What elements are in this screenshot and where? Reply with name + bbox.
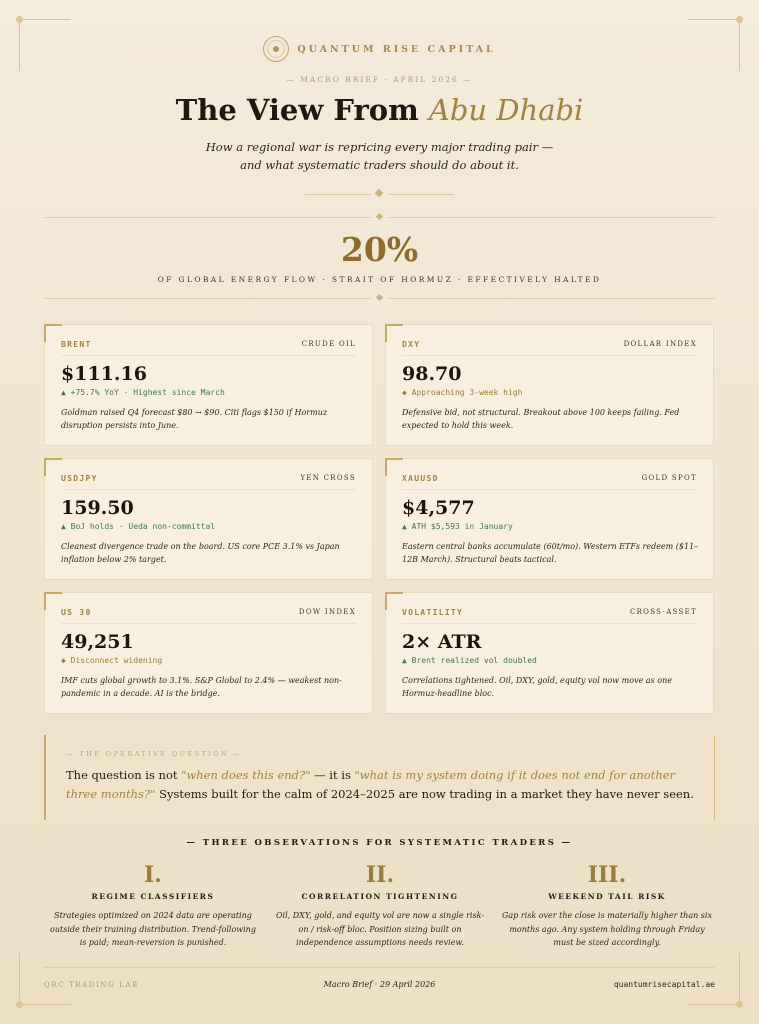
- card-note: Correlations tightened. Oil, DXY, gold, equity vol now move as one Hormuz-headline bloc.: [402, 676, 672, 698]
- title-accent: Abu Dhabi: [428, 93, 584, 127]
- card-note: Defensive bid, not structural. Breakout above 100 keeps failing. Fed expected to hold this week.: [402, 408, 680, 430]
- headline-stat-value: 20%: [340, 230, 419, 269]
- footer-divider: [44, 967, 715, 968]
- brand-name: QUANTUM RISE CAPITAL: [297, 43, 496, 55]
- subtitle-line-2: and what systematic traders should do about it.: [240, 158, 519, 172]
- card-change: ◆ Approaching 3-week high: [402, 388, 523, 397]
- market-card-us30: [44, 592, 373, 714]
- card-ticker: BRENT: [61, 340, 92, 349]
- observation-numeral: II.: [365, 862, 395, 888]
- subtitle-line-1: How a regional war is repricing every major trading pair —: [205, 140, 554, 154]
- brand-header: [0, 36, 759, 62]
- footer-lab-name: QRC TRADING LAB: [44, 981, 139, 989]
- page-title: [0, 93, 759, 127]
- brand-logo-icon: [263, 36, 289, 62]
- observation-text: Oil, DXY, gold, and equity vol are now a single risk-on / risk-off bloc. Position sizing built on independence assumptions needs review.: [276, 911, 484, 947]
- observation-numeral: III.: [587, 862, 627, 888]
- card-category: YEN CROSS: [300, 474, 356, 482]
- card-change: ▲ +75.7% YoY · Highest since March: [61, 388, 225, 397]
- observation-label: WEEKEND TAIL RISK: [548, 892, 666, 901]
- card-category: DOLLAR INDEX: [623, 340, 697, 348]
- title-divider: [0, 189, 759, 199]
- card-value: 98.70: [402, 363, 462, 385]
- observation-text: Gap risk over the close is materially higher than six months ago. Any system holding through Friday must be sized accordingly.: [502, 911, 712, 947]
- card-ticker: US 30: [61, 608, 92, 617]
- card-value: 49,251: [61, 631, 134, 653]
- observation-text: Strategies optimized on 2024 data are operating outside their training distribution. Trend-following is paid; mean-reversion is punished.: [50, 911, 256, 947]
- headline-stat-label: OF GLOBAL ENERGY FLOW · STRAIT OF HORMUZ · EFFECTIVELY HALTED: [157, 275, 602, 284]
- card-value: 159.50: [61, 497, 134, 519]
- observation-item: [275, 860, 485, 950]
- card-value: 2× ATR: [402, 631, 482, 653]
- observation-label: REGIME CLASSIFIERS: [91, 892, 215, 901]
- market-card-usdjpy: [44, 458, 373, 580]
- observations-heading: — THREE OBSERVATIONS FOR SYSTEMATIC TRADERS —: [186, 838, 573, 848]
- card-category: CRUDE OIL: [301, 340, 356, 348]
- card-ticker: XAUUSD: [402, 474, 439, 483]
- callout-label: — THE OPERATIVE QUESTION —: [66, 750, 243, 758]
- page-subtitle: [0, 138, 759, 174]
- card-category: DOW INDEX: [298, 608, 356, 616]
- title-main: The View From: [175, 93, 429, 127]
- market-card-brent: [44, 324, 373, 446]
- card-ticker: USDJPY: [61, 474, 98, 483]
- card-ticker: DXY: [402, 340, 421, 349]
- observation-item: [48, 860, 258, 950]
- card-value: $111.16: [61, 363, 147, 385]
- card-category: CROSS-ASSET: [629, 608, 697, 616]
- callout-text: The question is not "when does this end?" — it is "what is my system doing if it does not end for another three months?" Systems built for the calm of 2024–2025 are now trading in a market they have never seen.: [66, 768, 694, 801]
- card-note: Eastern central banks accumulate (60t/mo). Western ETFs redeem ($11–12B March). Structural beats tactical.: [402, 542, 699, 564]
- observation-item: [502, 860, 712, 950]
- footer-website-link[interactable]: quantumrisecapital.ae: [613, 980, 715, 989]
- stat-divider-bottom: [0, 293, 759, 303]
- market-card-xauusd: [385, 458, 714, 580]
- card-change: ◆ Disconnect widening: [61, 656, 163, 665]
- observation-numeral: I.: [144, 862, 162, 888]
- callout-emphasis: "when does this end?": [181, 768, 311, 782]
- market-card-dxy: [385, 324, 714, 446]
- observation-label: CORRELATION TIGHTENING: [301, 892, 459, 901]
- card-change: ▲ BoJ holds · Ueda non-committal: [61, 522, 216, 531]
- card-ticker: VOLATILITY: [402, 608, 464, 617]
- card-change: ▲ ATH $5,593 in January: [402, 522, 513, 531]
- stat-divider-top: [0, 212, 759, 222]
- card-note: Goldman raised Q4 forecast $80 → $90. Citi flags $150 if Hormuz disruption persists into June.: [61, 408, 328, 430]
- market-card-volatility: [385, 592, 714, 714]
- footer-date: Macro Brief · 29 April 2026: [323, 980, 436, 989]
- card-value: $4,577: [402, 497, 475, 519]
- operative-question-callout: [44, 735, 715, 820]
- card-note: IMF cuts global growth to 3.1%. S&P Global to 2.4% — weakest non-pandemic in a decade. AI is the bridge.: [61, 676, 342, 698]
- card-category: GOLD SPOT: [641, 474, 697, 482]
- brief-kicker: — MACRO BRIEF · APRIL 2026 —: [286, 75, 473, 84]
- card-note: Cleanest divergence trade on the board. US core PCE 3.1% vs Japan inflation below 2% target.: [61, 542, 340, 564]
- callout-emphasis: "what is my system doing if it does not end for another three months?": [66, 768, 676, 801]
- card-change: ▲ Brent realized vol doubled: [402, 656, 537, 665]
